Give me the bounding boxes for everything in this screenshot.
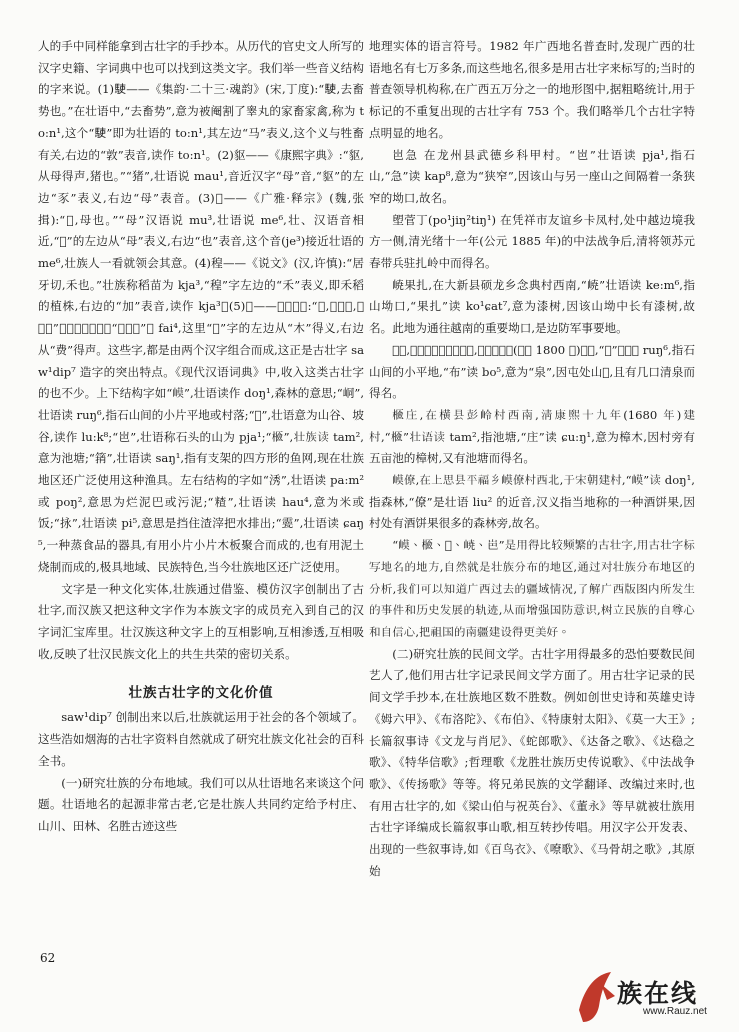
watermark bbox=[571, 966, 731, 1026]
left-paragraph-3: saw¹dip⁷ 创制出来以后,壮族就运用于社会的各个领域了。这些浩如烟海的古壮字资料自然就成了研究壮族文化社会的百科全书。 bbox=[38, 710, 364, 768]
right-paragraph-4: 𡸳果扎,在大新县硕龙乡念典村西南,“𡸳”壮语读 ke:m⁶,指山坳口,“果扎”读 ko¹ɕat⁷,意为漆树,因该山坳中长有漆树,故名。此地为通往越南的重要坳口,是边防军事要地。 bbox=[369, 277, 695, 336]
left-column bbox=[38, 36, 364, 838]
watermark-url: www.Rauz.net bbox=[643, 1006, 707, 1017]
right-paragraph-6: 𣞘庄,在横县彭岭村西南,清康熙十九年(1680 年)建村,“𣞘”壮语读 tam²,指池塘,“庄”读 ɕu:ŋ¹,意为樟木,因村旁有五亩池的樟树,又有池塘而得名。 bbox=[369, 407, 695, 466]
left-paragraph-4: (一)研究壮族的分布地域。我们可以从壮语地名来谈这个问题。壮语地名的起源非常古老,它是壮族人共同约定给予村庄、山川、田林、名胜古迹这些 bbox=[38, 775, 364, 833]
right-paragraph-1: 地理实体的语言符号。1982 年广西地名普查时,发现广西的壮语地名有七万多条,而这些地名,很多是用古壮字来标写的;当时的普查领导机构称,在广西五万分之一的地形图中,据粗略统计,用于标记的不重复出现的古壮字有 753 个。我们略举几个古壮字特点明显的地名。 bbox=[369, 39, 695, 140]
section-heading: 壮族古壮字的文化价值 bbox=[128, 685, 274, 702]
right-paragraph-2: 岜急 在龙州县武德乡科甲村。“岜”壮语读 pja¹,指石山,“急”读 kap⁸,意为“狭窄”,因该山与另一座山之间隔着一条狭窄的坳口,故名。 bbox=[369, 147, 695, 205]
right-paragraph-3: 塱菅丁(po¹jiŋ²tiŋ¹) 在凭祥市友谊乡卡凤村,处中越边境我方一侧,清光绪十一年(公元 1885 年)的中法战争后,清将领苏元春带兵驻扎岭中而得名。 bbox=[369, 212, 695, 271]
right-paragraph-5: 𡶴布,在靖西县𡶴那村东边,清嘉庆五年(公元 1800 年)建屯,“𡶴”壮语读 ruŋ⁶,指石山间的小平地,“布”读 bo⁵,意为“泉”,因屯处山𡶴,且有几口清泉而得名。 bbox=[369, 342, 695, 401]
right-column bbox=[369, 36, 695, 882]
right-paragraph-7: 𡻟僚,在上思县平福乡𡻟僚村西北,于宋朝建村,“𡻟”读 doŋ¹,指森林,“僚”是壮语 liu² 的近音,汉义指当地称的一种酒饼果,因村处有酒饼果很多的森林旁,故名。 bbox=[369, 473, 695, 531]
watermark-brand-text: 族在线 bbox=[617, 979, 699, 1008]
page-number: 62 bbox=[40, 951, 56, 965]
right-paragraph-9: (二)研究壮族的民间文学。古壮字用得最多的恐怕要数民间艺人了,他们用古壮字记录民间文学方面了。用古壮字记录的民间文学手抄本,在壮族地区数不胜数。例如创世史诗和英雄史诗《姆六甲》、《布洛陀》、《布伯》、《特康射太阳》、《莫一大王》;长篇叙事诗《文龙与肖尼》、《蛇郎歌》、《达备之歌》、《达稳之歌》、《特华信歌》;哲理歌《龙胜壮族历史传说歌》、《中法战争歌》、《传扬歌》等等。将兄弟民族的文学翻译、改编过来时,也有用古壮字的,如《梁山伯与祝英台》、《董永》等早就被壮族用古壮字译编成长篇叙事山歌,相互转抄传唱。用汉字公开发表、出现的一些叙事诗,如《百鸟衣》、《嘹歌》、《马骨胡之歌》,其原始 bbox=[369, 646, 695, 878]
left-paragraph-2: 文字是一种文化实体,壮族通过借鉴、模仿汉字创制出了古壮字,而汉族又把这种文字作为本族文字的成员充入到自己的汉字词汇宝库里。壮汉族这种文字上的互相影响,互相渗透,互相吸收,反映了壮汉民族文化上的共生共荣的密切关系。 bbox=[38, 581, 364, 661]
right-paragraph-8: “𡻟、𣞘、𡶴、𡸳、岜”是用得比较频繁的古壮字,用古壮字标写地名的地方,自然就是壮族分布的地区,通过对壮族分布地区的分析,我们可以知道广西过去的疆域情况,了解广西版图内所发生的事件和历史发展的轨迹,从而增强国防意识,树立民族的自尊心和自信心,把祖国的南疆建设得更美好。 bbox=[369, 538, 695, 639]
left-paragraph-1: 人的手中同样能拿到古壮字的手抄本。从历代的官史文人所写的汉字史籍、字词典中也可以找到这类文字。我们举一些音义结构的字来说。(1)𩢲——《集韵·二十三·魂韵》(宋,丁度):“𩢲,去畜势也。”在壮语中,“去畜势”,意为被阉割了睾丸的家畜家禽,称为 to:n¹,这个“𩢲”即为壮语的 to:n¹,其左边“马”表义,这个义与牲畜有关,右边的“敦”表音,读作 to:n¹。(2)䝙——《康熙字典》:“䝙,从母得声,猪也。”“猪”,壮语说 mau¹,音近汉字“母”音,“䝙”的左边“豕”表义,右边“母”表音。(3)𫞵——《广雅·释宗》(魏,张揖):“𫞵,母也。”“母”汉语说 mu³,壮语说 me⁶,壮、汉语音相近,“𫞵”的左边从“母”表义,右边“也”表音,这个音(je³)接近壮语的 me⁶,壮族人一看就领会其意。(4)䅣——《说文》(汉,许慎):“居牙切,禾也。”壮族称稻苗为 kja³,“䅣”字左边的“禾”表义,即禾稻的植株,右边的“加”表音,读作 kja³。(5)𣞊——《说文》:“𣞊,芳未切,木也。”壮语北部方言称“木、树”为 fai⁴,这里“𣞊”字的左边从“木”得义,右边从“费”得声。这些字,都是由两个汉字组合而成,这正是古壮字 saw¹dip⁷ 造字的突出特点。《现代汉语词典》中,收入这类古壮字的也不少。上下结构字如“𡻟”,壮语读作 doŋ¹,森林的意思;“峒”,壮语读 ruŋ⁶,指石山间的小片平地或村落;“𡶴”,壮语意为山谷、坡谷,读作 lu:k⁸;“岜”,壮语称石头的山为 pja¹;“𣞘”,壮族读 tam²,意为池塘;“䈰”,壮语读 saŋ¹,指有支架的四方形的鱼网,现在壮族地区还广泛使用这种渔具。左右结构的字如“𣵛”,壮语读 pa:m² 或 poŋ²,意思为烂泥巴或污泥;“𥻗”,壮语读 hau⁴,意为米或饭;“𢫕”,壮语读 pi⁵,意思是挡住渣滓把水排出;“𤮮”,壮语读 ɕaŋ⁵,一种蒸食品的器具,有用小片小片木板聚合而成的,也有用泥土烧制而成的,极具地域、民族特色,当今壮族地区还广泛使用。 bbox=[38, 39, 364, 574]
